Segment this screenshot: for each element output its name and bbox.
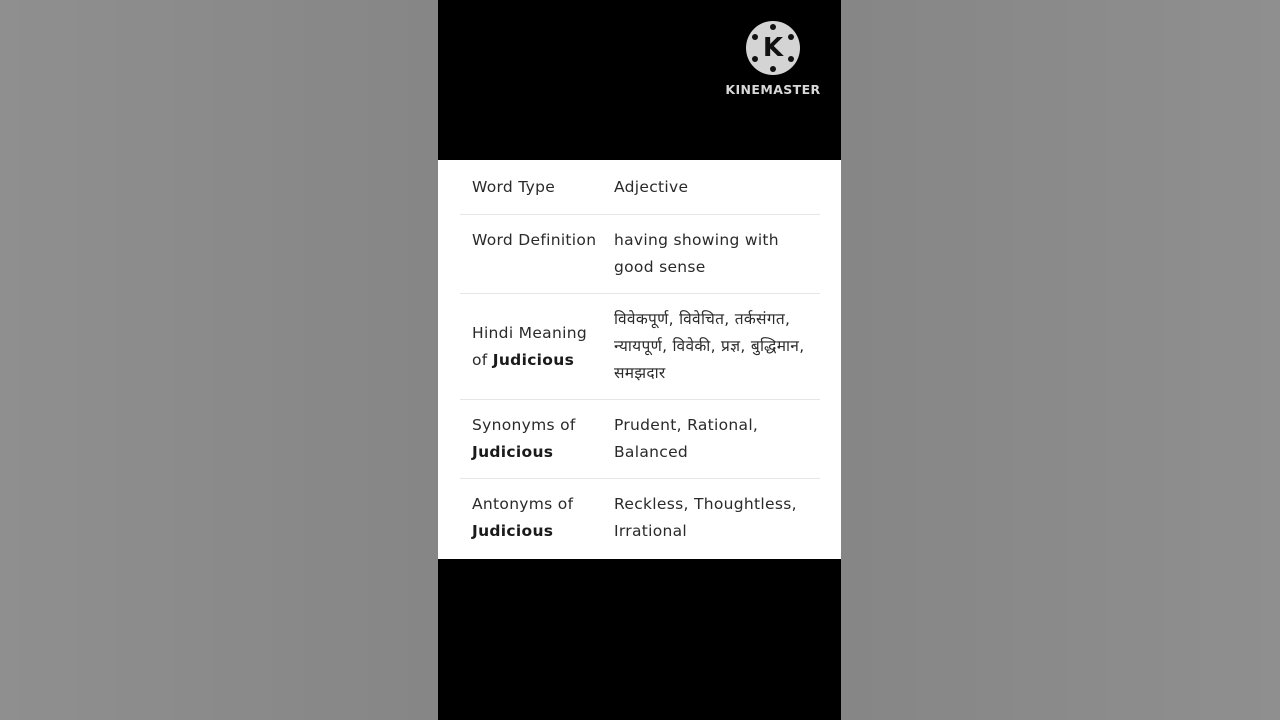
table-row-hindi-meaning bbox=[460, 306, 820, 400]
kinemaster-logo-icon bbox=[746, 21, 800, 75]
row-label: Antonyms of Judicious bbox=[472, 495, 574, 540]
word-highlight: Judicious bbox=[492, 351, 575, 369]
word-highlight: Judicious bbox=[472, 443, 554, 461]
table-row-word-type bbox=[460, 174, 820, 215]
word-highlight: Judicious bbox=[472, 522, 554, 540]
row-label: Word Type bbox=[472, 178, 556, 196]
kinemaster-logo-letter: K bbox=[762, 33, 784, 63]
row-value: विवेकपूर्ण, विवेचित, तर्कसंगत, न्यायपूर्ण, विवेकी, प्रज्ञ, बुद्धिमान, समझदार bbox=[614, 310, 805, 382]
row-value: Reckless, Thoughtless, Irrational bbox=[614, 495, 797, 540]
row-label: Hindi Meaning of Judicious bbox=[472, 324, 587, 369]
row-label: Word Definition bbox=[472, 231, 597, 249]
kinemaster-brand-text: KINEMASTER bbox=[725, 82, 821, 97]
definition-table bbox=[438, 160, 841, 559]
table-row-synonyms bbox=[460, 412, 820, 479]
table-row-word-definition bbox=[460, 227, 820, 294]
row-label: Synonyms of Judicious bbox=[472, 416, 576, 461]
kinemaster-watermark bbox=[724, 20, 822, 102]
row-value: Adjective bbox=[614, 178, 689, 196]
row-value: Prudent, Rational, Balanced bbox=[614, 416, 759, 461]
table-row-antonyms bbox=[460, 491, 820, 557]
row-value: having showing with good sense bbox=[614, 231, 779, 276]
